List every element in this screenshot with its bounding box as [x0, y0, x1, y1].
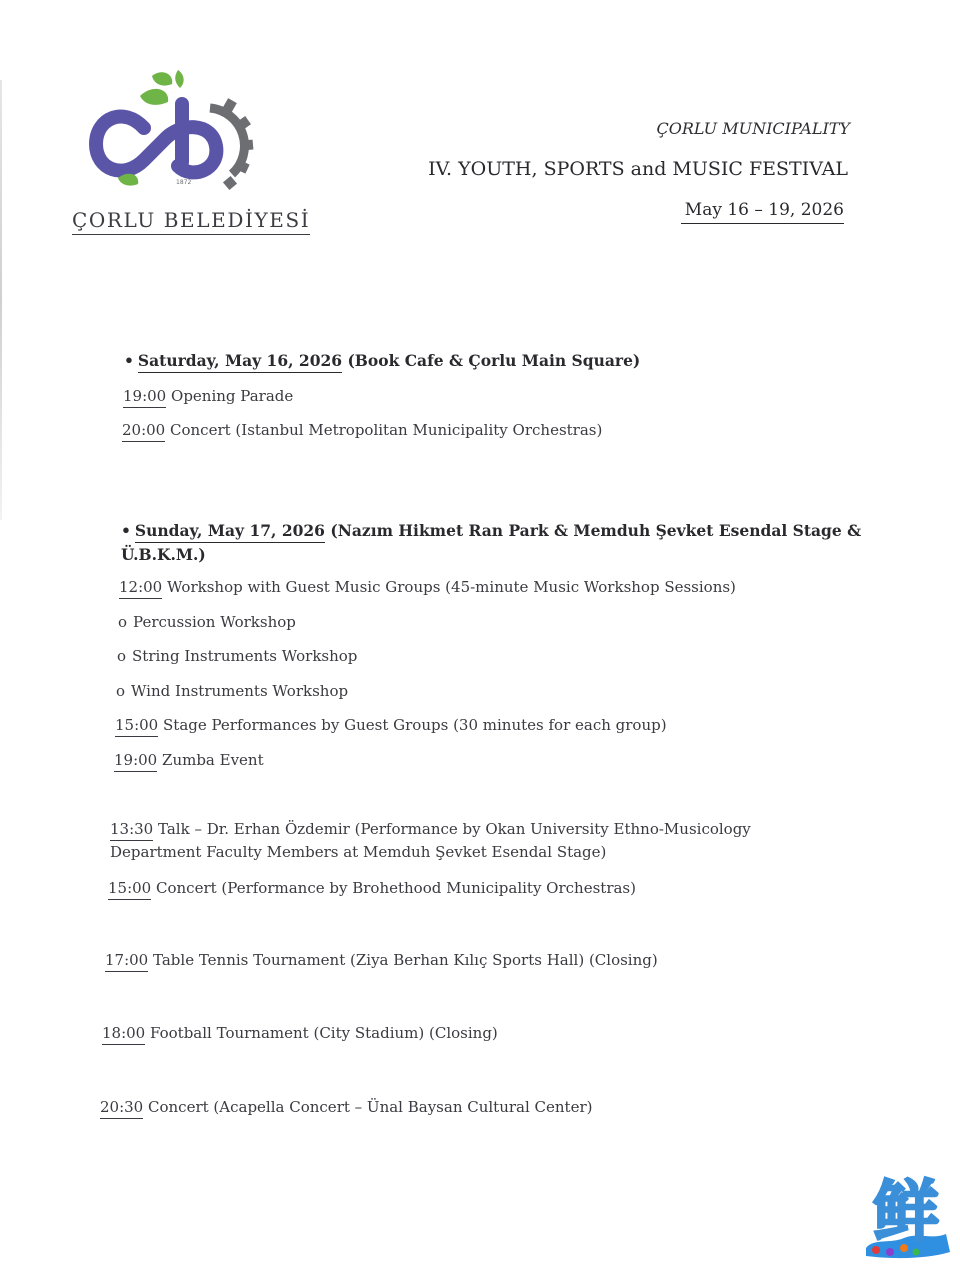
festival-title: IV. YOUTH, SPORTS and MUSIC FESTIVAL: [428, 158, 848, 180]
festival-dates: May 16 – 19, 2026: [681, 200, 844, 224]
sub-marker: o: [116, 682, 126, 700]
day1-event-2: [122, 421, 602, 439]
sub-item-text: String Instruments Workshop: [132, 647, 358, 665]
event-text: Workshop with Guest Music Groups (45-minute Music Workshop Sessions): [167, 578, 736, 596]
day2-event-2: [114, 751, 264, 769]
event-text: Zumba Event: [162, 751, 264, 769]
workshop-sub-item: [117, 647, 357, 665]
event-time: 19:00: [123, 387, 166, 408]
football-event: [102, 1024, 498, 1042]
day1-venue: (Book Cafe & Çorlu Main Square): [347, 351, 641, 370]
day1-event-1: [123, 387, 293, 405]
sub-marker: o: [118, 613, 128, 631]
sub-item-text: Percussion Workshop: [133, 613, 296, 631]
event-time: 12:00: [119, 578, 162, 599]
talk-event-continued: Department Faculty Members at Memduh Şevket Esendal Stage): [110, 843, 607, 861]
sub-marker: o: [117, 647, 127, 665]
event-text: Concert (Istanbul Metropolitan Municipality Orchestras): [170, 421, 603, 439]
watermark-stamp: [860, 1168, 952, 1260]
workshop-sub-item: [116, 682, 348, 700]
day1-heading: [124, 351, 640, 370]
event-text: Concert (Acapella Concert – Ünal Baysan Cultural Center): [148, 1098, 593, 1116]
event-time: 20:00: [122, 421, 165, 442]
event-text: Concert (Performance by Brohethood Municipality Orchestras): [156, 879, 636, 897]
municipality-name: ÇORLU MUNICIPALITY: [656, 119, 850, 138]
event-time: 13:30: [110, 820, 153, 841]
table-tennis-event: [105, 951, 658, 969]
day2-venue-line2: Ü.B.K.M.): [121, 545, 206, 564]
scan-edge: [0, 80, 2, 520]
event-text: Opening Parade: [171, 387, 294, 405]
talk-event: [110, 820, 751, 838]
event-text: Talk – Dr. Erhan Özdemir (Performance by Okan University Ethno-Musicology: [158, 820, 751, 838]
logo-year: 1872: [176, 179, 192, 186]
stamp-glyph: 鲜: [873, 1173, 939, 1250]
bullet: •: [121, 521, 131, 540]
logo-text: ÇORLU BELEDİYESİ: [72, 208, 310, 235]
event-time: 15:00: [108, 879, 151, 900]
event-time: 18:00: [102, 1024, 145, 1045]
event-time: 17:00: [105, 951, 148, 972]
bullet: •: [124, 351, 134, 370]
event-text: Stage Performances by Guest Groups (30 minutes for each group): [163, 716, 667, 734]
logo-emblem: [82, 66, 262, 201]
event-text: Football Tournament (City Stadium) (Closing): [150, 1024, 498, 1042]
day2-event-1: [115, 716, 667, 734]
day2-heading: [121, 521, 861, 540]
acapella-event: [100, 1098, 593, 1116]
day2-workshop: [119, 578, 736, 596]
event-text: Table Tennis Tournament (Ziya Berhan Kılıç Sports Hall) (Closing): [153, 951, 658, 969]
day2-venue-line1: (Nazım Hikmet Ran Park & Memduh Şevket Esendal Stage &: [330, 521, 862, 540]
concert-event: [108, 879, 636, 897]
event-time: 15:00: [115, 716, 158, 737]
day2-date: Sunday, May 17, 2026: [135, 521, 325, 543]
sub-item-text: Wind Instruments Workshop: [131, 682, 349, 700]
event-time: 20:30: [100, 1098, 143, 1119]
corlu-logo: [68, 66, 311, 246]
event-time: 19:00: [114, 751, 157, 772]
workshop-sub-item: [118, 613, 296, 631]
day1-date: Saturday, May 16, 2026: [138, 351, 342, 373]
